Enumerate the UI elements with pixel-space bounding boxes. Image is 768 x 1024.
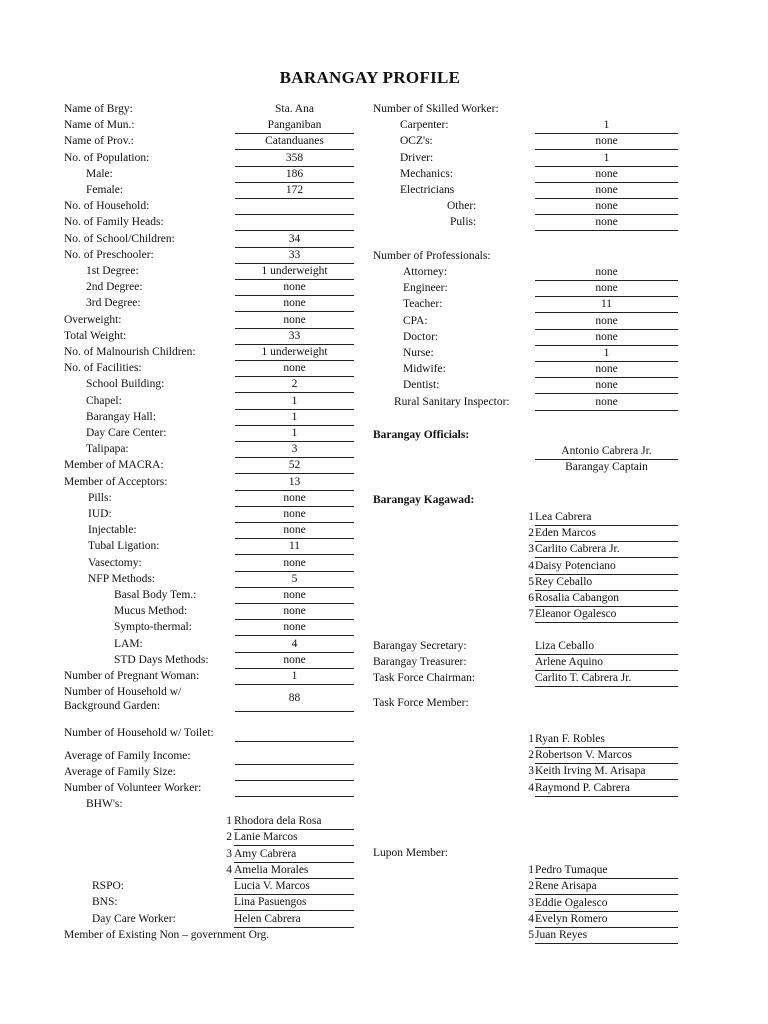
professional-label: Nurse:	[403, 347, 434, 359]
worker-label: RSPO:	[92, 880, 124, 892]
skilled-label: Mechanics:	[400, 168, 454, 180]
left-field-label: No. of Household:	[64, 200, 150, 212]
professional-value: none	[535, 395, 678, 411]
worker-name: Lina Pasuengos	[234, 895, 354, 911]
professional-label: Engineer:	[403, 282, 448, 294]
left-field-label: Female:	[86, 184, 124, 196]
kagawad-name: Daisy Potenciano	[535, 559, 678, 575]
lupon-name: Pedro Tumaque	[535, 863, 678, 879]
left-field-label: 3rd Degree:	[86, 297, 141, 309]
skilled-header: Number of Skilled Worker:	[373, 103, 499, 115]
left-field-label: IUD:	[88, 508, 112, 520]
left-field-label: No. of Population:	[64, 152, 150, 164]
left-field-label: Mucus Method:	[114, 605, 188, 617]
left-field-value: 33	[235, 248, 354, 264]
left-field-value: 1	[235, 669, 354, 685]
lupon-number: 5	[528, 929, 534, 941]
left-field-value: 33	[235, 329, 354, 345]
bhw-number: 2	[226, 831, 232, 844]
professional-label: Midwife:	[403, 363, 446, 375]
bhw-label: BHW's:	[86, 798, 123, 810]
left-field-label: Name of Mun.:	[64, 119, 135, 131]
worker-label: BNS:	[92, 896, 118, 909]
left-field-value	[235, 199, 354, 215]
left-field-label: 2nd Degree:	[86, 281, 143, 293]
skilled-label: Pulis:	[450, 216, 477, 228]
left-field-value: 4	[235, 637, 354, 653]
left-field-value	[235, 215, 354, 231]
lupon-number: 4	[528, 913, 534, 925]
left-field-value: Sta. Ana	[275, 103, 314, 115]
left-lower-label: Number of Volunteer Worker:	[64, 782, 202, 794]
lupon-number: 2	[528, 880, 534, 892]
left-field-label: Sympto-thermal:	[114, 621, 192, 633]
left-field-value: none	[235, 313, 354, 329]
professional-label: Dentist:	[403, 379, 440, 391]
skilled-value: none	[535, 183, 678, 199]
garden-value: 88	[235, 687, 354, 712]
left-field-label: NFP Methods:	[88, 573, 155, 585]
left-field-label: Tubal Ligation:	[88, 540, 160, 552]
taskforce-name: Raymond P. Cabrera	[535, 781, 678, 797]
left-field-value: none	[235, 620, 354, 636]
left-field-value: 1 underweight	[235, 345, 354, 361]
skilled-value: none	[535, 199, 678, 215]
left-field-value: none	[235, 653, 354, 669]
officials-header: Barangay Officials:	[373, 429, 470, 441]
skilled-label: Carpenter:	[400, 119, 449, 131]
professional-label: CPA:	[403, 315, 428, 327]
officer-label: Task Force Chairman:	[373, 672, 476, 684]
left-lower-label: Number of Household w/ Toilet:	[64, 727, 214, 739]
left-field-label: No. of Family Heads:	[64, 216, 164, 228]
taskforce-name: Keith Irving M. Arisapa	[535, 764, 678, 780]
officer-name: Carlito T. Cabrera Jr.	[535, 671, 678, 687]
left-field-label: Number of Pregnant Woman:	[64, 670, 200, 682]
left-lower-value	[235, 749, 354, 765]
bhw-name: Amy Cabrera	[234, 847, 354, 863]
kagawad-name: Rosalia Cabangon	[535, 591, 678, 607]
kagawad-name: Eleanor Ogalesco	[535, 607, 678, 623]
lupon-number: 3	[528, 897, 534, 909]
left-field-value: none	[235, 361, 354, 377]
left-field-label: No. of Facilities:	[64, 362, 142, 374]
professional-value: 11	[535, 297, 678, 313]
left-field-label: Injectable:	[88, 524, 137, 536]
bhw-number: 4	[226, 863, 232, 876]
left-field-value: 1 underweight	[235, 264, 354, 280]
skilled-value: none	[535, 215, 678, 231]
bhw-name: Amelia Morales	[234, 863, 354, 879]
left-lower-label: Average of Family Size:	[64, 766, 176, 778]
left-field-value: none	[235, 507, 354, 523]
officer-label: Barangay Secretary:	[373, 640, 467, 652]
left-field-label: STD Days Methods:	[114, 654, 209, 666]
kagawad-number: 4	[528, 560, 534, 572]
professional-value: none	[535, 378, 678, 394]
bhw-number: 3	[226, 847, 232, 860]
kagawad-number: 5	[528, 576, 534, 588]
left-field-label: Chapel:	[86, 395, 122, 407]
taskforce-number: 2	[528, 749, 534, 761]
captain-name: Antonio Cabrera Jr.	[535, 444, 678, 460]
bhw-number: 1	[226, 815, 232, 827]
left-lower-label: Average of Family Income:	[64, 750, 191, 762]
skilled-value: 1	[535, 151, 678, 167]
kagawad-number: 3	[528, 543, 534, 555]
left-field-value: 1	[235, 426, 354, 442]
left-field-value: 34	[235, 232, 354, 248]
left-field-label: Member of MACRA:	[64, 459, 164, 471]
skilled-value: 1	[535, 118, 678, 134]
left-lower-value	[235, 765, 354, 781]
ngo-label: Member of Existing Non – government Org.	[64, 929, 270, 941]
taskforce-number: 4	[528, 782, 534, 794]
left-field-label: Total Weight:	[64, 330, 127, 342]
kagawad-name: Lea Cabrera	[535, 510, 678, 526]
kagawad-name: Eden Marcos	[535, 526, 678, 542]
professional-label: Attorney:	[403, 266, 448, 278]
left-field-value: 5	[235, 572, 354, 588]
kagawad-number: 2	[528, 527, 534, 539]
professional-value: none	[535, 281, 678, 297]
professional-value: none	[535, 265, 678, 281]
skilled-label: Electricians	[400, 184, 455, 196]
skilled-value: none	[535, 167, 678, 183]
lupon-label: Lupon Member:	[373, 847, 449, 859]
left-field-value: 1	[235, 394, 354, 410]
left-field-value: none	[235, 588, 354, 604]
kagawad-header: Barangay Kagawad:	[373, 494, 475, 506]
kagawad-number: 7	[528, 608, 534, 620]
left-field-label: Basal Body Tem.:	[114, 589, 197, 601]
left-field-value: none	[235, 280, 354, 296]
officer-name: Liza Ceballo	[535, 639, 678, 655]
left-field-label: Overweight:	[64, 314, 122, 326]
left-field-label: No. of School/Children:	[64, 233, 175, 245]
left-field-value: none	[235, 296, 354, 312]
bhw-name: Rhodora dela Rosa	[234, 814, 354, 830]
left-field-value: none	[235, 491, 354, 507]
taskforce-number: 3	[528, 765, 534, 777]
lupon-number: 1	[528, 864, 534, 876]
left-field-label: No. of Malnourish Children:	[64, 346, 196, 358]
left-field-value: none	[235, 556, 354, 572]
professional-value: none	[535, 314, 678, 330]
professional-value: 1	[535, 346, 678, 362]
kagawad-number: 6	[528, 592, 534, 604]
left-field-label: No. of Preschooler:	[64, 249, 154, 261]
professional-value: none	[535, 330, 678, 346]
left-field-label: Day Care Center:	[86, 427, 167, 439]
left-field-value: 186	[235, 167, 354, 183]
taskforce-number: 1	[528, 733, 534, 745]
left-field-value: 172	[235, 183, 354, 199]
professional-label: Doctor:	[403, 331, 439, 343]
kagawad-name: Rey Ceballo	[535, 575, 678, 591]
skilled-label: Driver:	[400, 152, 434, 164]
garden-label-line2: Background Garden:	[64, 700, 161, 712]
captain-title: Barangay Captain	[565, 461, 648, 473]
left-field-value: 13	[235, 475, 354, 491]
skilled-label: OCZ's:	[400, 135, 433, 147]
taskforce-name: Robertson V. Marcos	[535, 748, 678, 764]
left-field-value: 358	[235, 151, 354, 167]
lupon-name: Juan Reyes	[535, 928, 678, 944]
professional-value: none	[535, 362, 678, 378]
skilled-value: none	[535, 134, 678, 150]
left-field-value: 52	[235, 458, 354, 474]
left-field-value: 2	[235, 377, 354, 393]
left-field-value: none	[235, 604, 354, 620]
left-lower-value	[235, 726, 354, 742]
left-field-label: Male:	[86, 168, 113, 180]
worker-label: Day Care Worker:	[92, 912, 176, 925]
left-field-label: Pills:	[88, 492, 112, 504]
bhw-name: Lanie Marcos	[234, 830, 354, 846]
professionals-header: Number of Professionals:	[373, 250, 491, 262]
worker-name: Helen Cabrera	[234, 912, 354, 928]
professional-label: Rural Sanitary Inspector:	[394, 396, 510, 408]
left-field-value: Panganiban	[235, 118, 354, 134]
left-field-label: Member of Acceptors:	[64, 476, 168, 488]
left-field-value: none	[235, 523, 354, 539]
taskforce-label: Task Force Member:	[373, 697, 469, 709]
lupon-name: Rene Arisapa	[535, 879, 678, 895]
professional-label: Teacher:	[403, 298, 443, 310]
left-field-label: Vasectomy:	[88, 557, 142, 569]
left-field-value: 1	[235, 410, 354, 426]
left-field-value: 11	[235, 539, 354, 555]
lupon-name: Evelyn Romero	[535, 912, 678, 928]
lupon-name: Eddie Ogalesco	[535, 896, 678, 912]
left-field-label: LAM:	[114, 638, 143, 650]
kagawad-number: 1	[528, 511, 534, 523]
left-field-label: Talipapa:	[86, 443, 129, 455]
kagawad-name: Carlito Cabrera Jr.	[535, 542, 678, 558]
page-title: BARANGAY PROFILE	[279, 68, 461, 87]
officer-name: Arlene Aquino	[535, 655, 678, 671]
taskforce-name: Ryan F. Robles	[535, 732, 678, 748]
left-field-label: 1st Degree:	[86, 265, 139, 277]
left-field-label: Name of Brgy:	[64, 103, 133, 115]
left-field-value: Catanduanes	[235, 134, 354, 150]
left-field-label: School Building:	[86, 378, 165, 390]
left-field-label: Barangay Hall:	[86, 411, 156, 423]
left-field-label: Name of Prov.:	[64, 135, 134, 147]
left-field-value: 3	[235, 442, 354, 458]
worker-name: Lucia V. Marcos	[234, 879, 354, 895]
left-lower-value	[235, 781, 354, 797]
garden-label-line1: Number of Household w/	[64, 686, 182, 698]
officer-label: Barangay Treasurer:	[373, 656, 467, 668]
skilled-label: Other:	[447, 200, 477, 212]
